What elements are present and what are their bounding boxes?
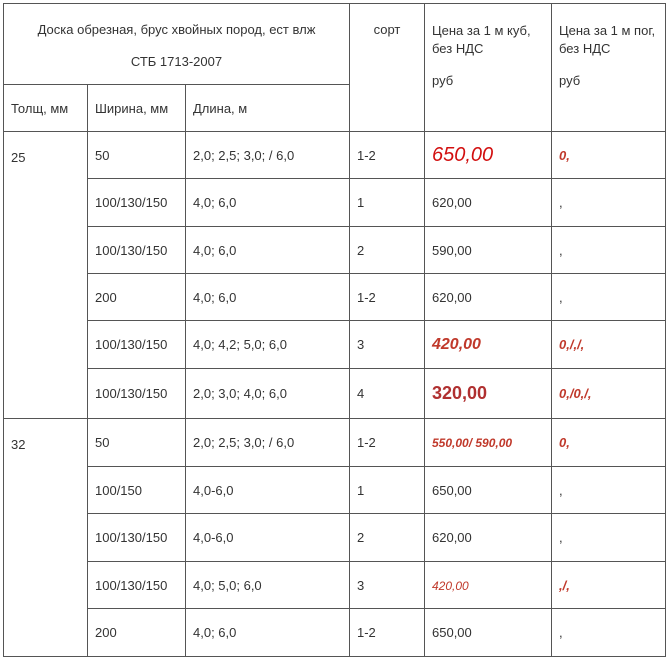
price-m3-value: 420,00 [432, 335, 481, 353]
length-cell: 4,0; 6,0 [186, 179, 350, 227]
product-title-cell [4, 4, 350, 85]
width-cell: 50 [88, 419, 186, 467]
width-cell: 100/130/150 [88, 227, 186, 274]
table-row [4, 179, 666, 227]
header-row-top [4, 4, 666, 85]
price-lm-cell [552, 321, 666, 369]
width-header: Ширина, мм [88, 85, 186, 132]
price-m3-cell: 620,00 [425, 514, 552, 562]
length-header: Длина, м [186, 85, 350, 132]
length-cell: 4,0; 5,0; 6,0 [186, 562, 350, 609]
width-cell: 100/130/150 [88, 514, 186, 562]
price-table [3, 3, 666, 657]
thickness-header: Толщ, мм [4, 85, 88, 132]
sort-cell: 1-2 [350, 609, 425, 657]
length-cell: 4,0; 6,0 [186, 227, 350, 274]
price-lm-cell: , [552, 227, 666, 274]
price-lm-cell: , [552, 609, 666, 657]
price-lm-cell: , [552, 179, 666, 227]
price-lm-value: ,/, [559, 577, 570, 593]
width-cell: 100/150 [88, 467, 186, 514]
width-cell: 50 [88, 132, 186, 179]
table-row [4, 562, 666, 609]
sort-header: сорт [350, 4, 425, 132]
sort-cell: 2 [350, 227, 425, 274]
product-standard: СТБ 1713-2007 [130, 54, 223, 69]
table-row [4, 227, 666, 274]
width-cell: 100/130/150 [88, 321, 186, 369]
table-row [4, 514, 666, 562]
length-cell: 4,0-6,0 [186, 467, 350, 514]
price-lm-header [552, 4, 666, 132]
price-lm-value: 0,/0,/, [559, 386, 592, 401]
price-m3-cell: 620,00 [425, 274, 552, 321]
price-lm-cell: , [552, 467, 666, 514]
width-cell: 200 [88, 274, 186, 321]
price-m3-cell: 650,00 [425, 467, 552, 514]
length-cell: 4,0; 4,2; 5,0; 6,0 [186, 321, 350, 369]
table-row [4, 609, 666, 657]
sort-cell: 3 [350, 321, 425, 369]
price-lm-cell [552, 369, 666, 419]
width-cell: 100/130/150 [88, 562, 186, 609]
sort-cell: 2 [350, 514, 425, 562]
length-cell: 4,0-6,0 [186, 514, 350, 562]
price-m3-cell [425, 419, 552, 467]
length-cell: 4,0; 6,0 [186, 609, 350, 657]
sort-cell: 3 [350, 562, 425, 609]
price-lm-cell [552, 132, 666, 179]
price-m3-header-unit: руб [432, 73, 454, 88]
price-m3-header [425, 4, 552, 132]
table-row [4, 369, 666, 419]
thickness-cell: 25 [4, 132, 88, 419]
length-cell: 2,0; 2,5; 3,0; / 6,0 [186, 132, 350, 179]
width-cell: 200 [88, 609, 186, 657]
length-cell: 2,0; 3,0; 4,0; 6,0 [186, 369, 350, 419]
product-title: Доска обрезная, брус хвойных пород, ест влж [37, 22, 316, 37]
table-row [4, 419, 666, 467]
table-row [4, 132, 666, 179]
width-cell: 100/130/150 [88, 369, 186, 419]
sort-cell: 1 [350, 179, 425, 227]
length-cell: 4,0; 6,0 [186, 274, 350, 321]
price-lm-header-unit: руб [559, 73, 581, 88]
price-m3-cell: 620,00 [425, 179, 552, 227]
price-m3-cell [425, 321, 552, 369]
price-m3-header-label: Цена за 1 м куб, без НДС [432, 23, 531, 56]
table-row [4, 321, 666, 369]
sort-cell: 4 [350, 369, 425, 419]
price-lm-header-label: Цена за 1 м пог, без НДС [559, 23, 656, 56]
price-lm-value: 0, [559, 435, 570, 450]
price-m3-cell [425, 132, 552, 179]
price-lm-value: 0,/,/, [559, 337, 585, 352]
sort-cell: 1-2 [350, 274, 425, 321]
sort-cell: 1-2 [350, 419, 425, 467]
price-lm-cell [552, 419, 666, 467]
price-m3-cell: 590,00 [425, 227, 552, 274]
length-cell: 2,0; 2,5; 3,0; / 6,0 [186, 419, 350, 467]
width-cell: 100/130/150 [88, 179, 186, 227]
price-m3-cell [425, 369, 552, 419]
price-m3-value: 550,00/ 590,00 [432, 436, 513, 450]
price-m3-value: 650,00 [432, 143, 494, 166]
price-lm-cell: , [552, 514, 666, 562]
sort-cell: 1-2 [350, 132, 425, 179]
price-m3-value: 420,00 [432, 578, 469, 593]
table-row [4, 467, 666, 514]
price-m3-value: 320,00 [432, 383, 488, 403]
price-lm-cell: , [552, 274, 666, 321]
price-m3-cell [425, 562, 552, 609]
table-row [4, 274, 666, 321]
thickness-cell: 32 [4, 419, 88, 657]
price-m3-cell: 650,00 [425, 609, 552, 657]
price-lm-value: 0, [559, 147, 570, 163]
sort-cell: 1 [350, 467, 425, 514]
price-lm-cell [552, 562, 666, 609]
